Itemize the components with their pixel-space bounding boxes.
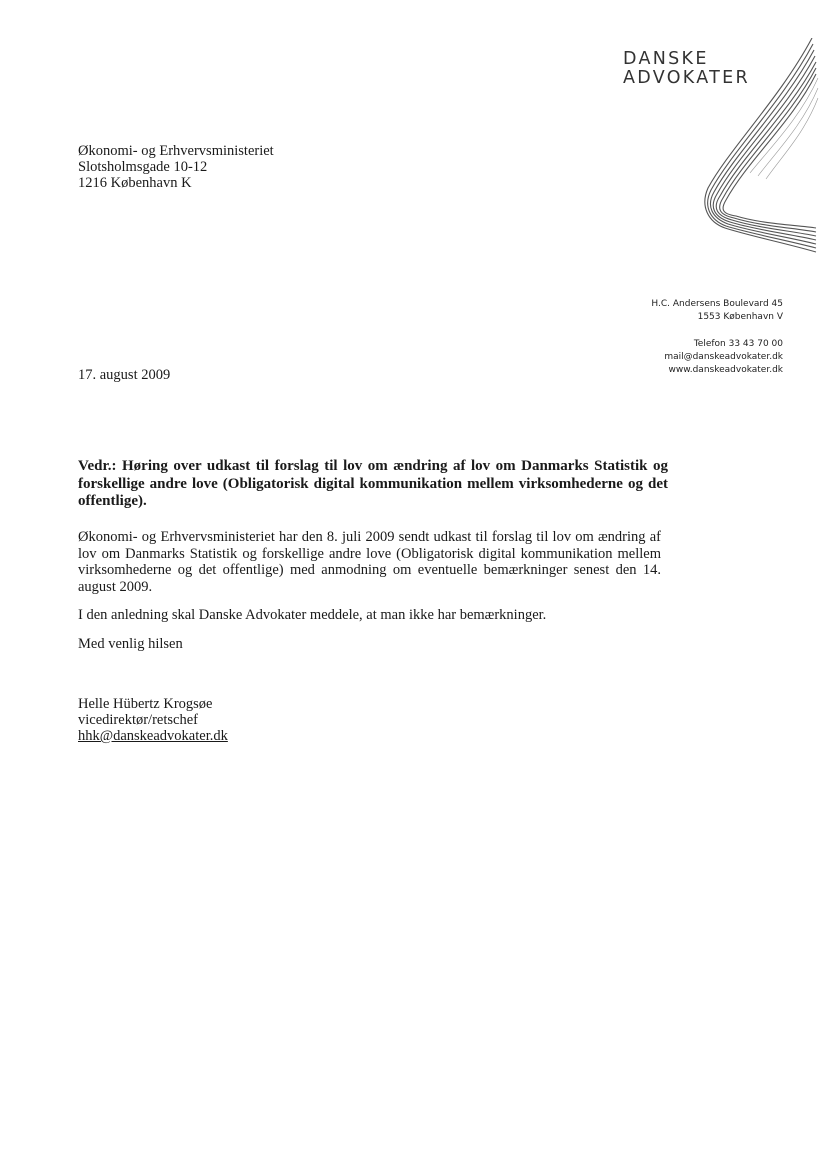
recipient-address — [78, 143, 274, 191]
sender-contact-block — [523, 298, 783, 377]
letter-body — [78, 529, 661, 664]
sender-city: 1553 København V — [697, 312, 783, 322]
logo-line-advokater: ADVOKATER — [623, 68, 750, 88]
signatory-name: Helle Hübertz Krogsøe — [78, 696, 213, 712]
body-paragraph-1: Økonomi- og Erhvervsministeriet har den 8. juli 2009 sendt udkast til forslag til lov om ændring af lov om Danmarks Statistik og forskellige andre love (Obligatorisk digital kommunikation mellem virksomhederne og det offentlige) med anmodning om eventuelle bemærkninger senest den 14. august 2009. — [78, 529, 661, 595]
recipient-line-3: 1216 København K — [78, 175, 192, 191]
signatory-email-link[interactable]: hhk@danskeadvokater.dk — [78, 728, 228, 744]
sender-web: www.danskeadvokater.dk — [668, 365, 783, 375]
logo-wordmark — [623, 50, 750, 88]
company-logo — [600, 38, 820, 268]
sender-phone: Telefon 33 43 70 00 — [693, 339, 783, 349]
signature-block — [78, 696, 228, 744]
body-paragraph-2: I den anledning skal Danske Advokater meddele, at man ikke har bemærkninger. — [78, 607, 547, 623]
letter-subject: Vedr.: Høring over udkast til forslag til lov om ændring af lov om Danmarks Statistik og forskellige andre love (Obligatorisk digital kommunikation mellem virksomhederne og det offentlige). — [78, 458, 668, 509]
sender-email: mail@danskeadvokater.dk — [664, 352, 783, 362]
signatory-title: vicedirektør/retschef — [78, 712, 198, 728]
sender-street: H.C. Andersens Boulevard 45 — [651, 299, 783, 309]
logo-line-danske: DANSKE — [623, 49, 709, 69]
recipient-line-2: Slotsholmsgade 10-12 — [78, 159, 208, 175]
letter-date: 17. august 2009 — [78, 367, 171, 383]
closing-salutation: Med venlig hilsen — [78, 635, 183, 652]
recipient-line-1: Økonomi- og Erhvervsministeriet — [78, 143, 274, 159]
